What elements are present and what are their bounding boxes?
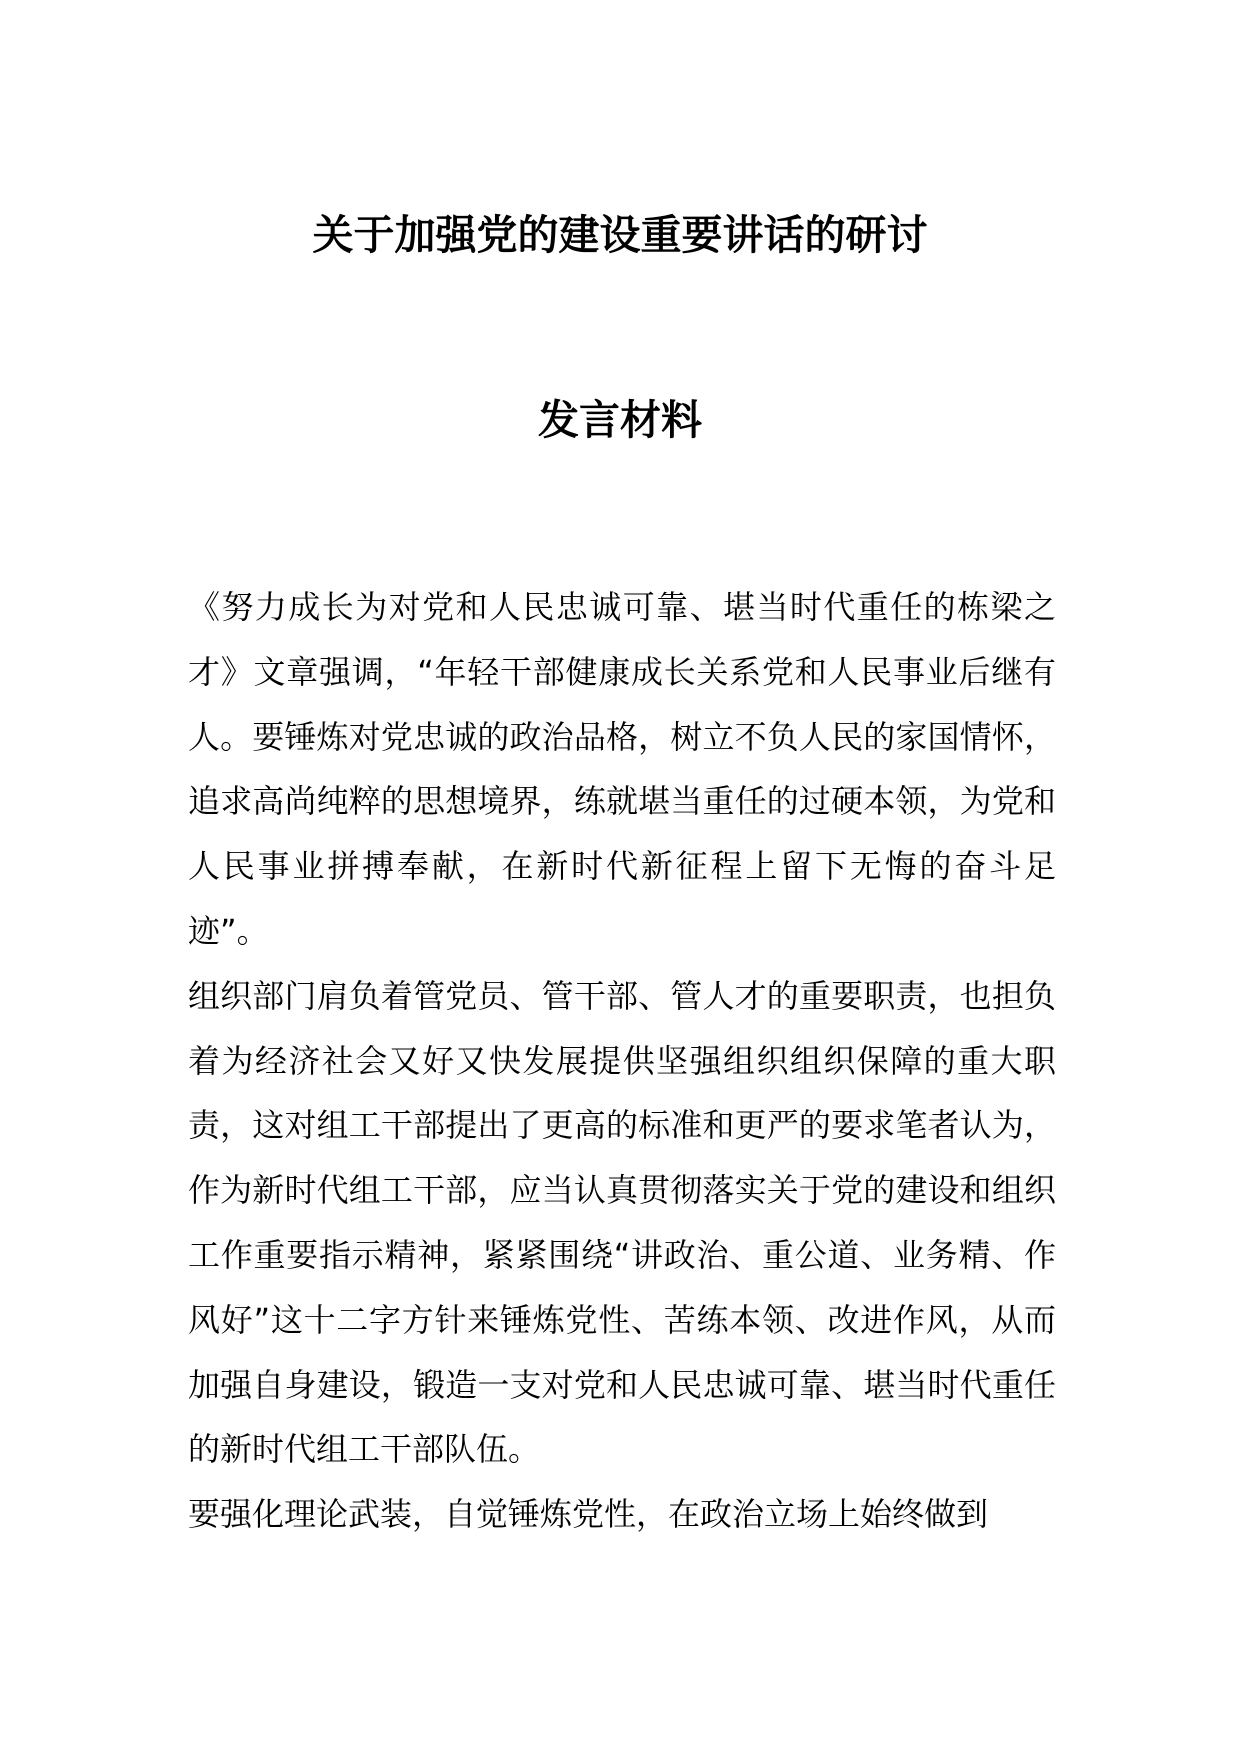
document-body: [188, 575, 1056, 1547]
document-title-line-1: 关于加强党的建设重要讲话的研讨: [312, 211, 928, 259]
body-paragraph-3: 要强化理论武装，自觉锤炼党性，在政治立场上始终做到: [188, 1495, 989, 1534]
body-paragraph-1: 《努力成长为对党和人民忠诚可靠、堪当时代重任的栋梁之才》文章强调，“年轻干部健康成长关系党和人民事业后继有人。要锤炼对党忠诚的政治品格，树立不负人民的家国情怀，追求高尚纯粹的思想境界，练就堪当重任的过硬本领，为党和人民事业拼搏奉献，在新时代新征程上留下无悔的奋斗足迹”。: [188, 588, 1056, 950]
body-paragraph-2: 组织部门肩负着管党员、管干部、管人才的重要职责，也担负着为经济社会又好又快发展提供坚强组织组织保障的重大职责，这对组工干部提出了更高的标准和更严的要求笔者认为，作为新时代组工干部，应当认真贯彻落实关于党的建设和组织工作重要指示精神，紧紧围绕“讲政治、重公道、业务精、作风好”这十二字方针来锤炼党性、苦练本领、改进作风，从而加强自身建设，锻造一支对党和人民忠诚可靠、堪当时代重任的新时代组工干部队伍。: [188, 976, 1056, 1469]
document-title-line-2: 发言材料: [538, 396, 702, 444]
